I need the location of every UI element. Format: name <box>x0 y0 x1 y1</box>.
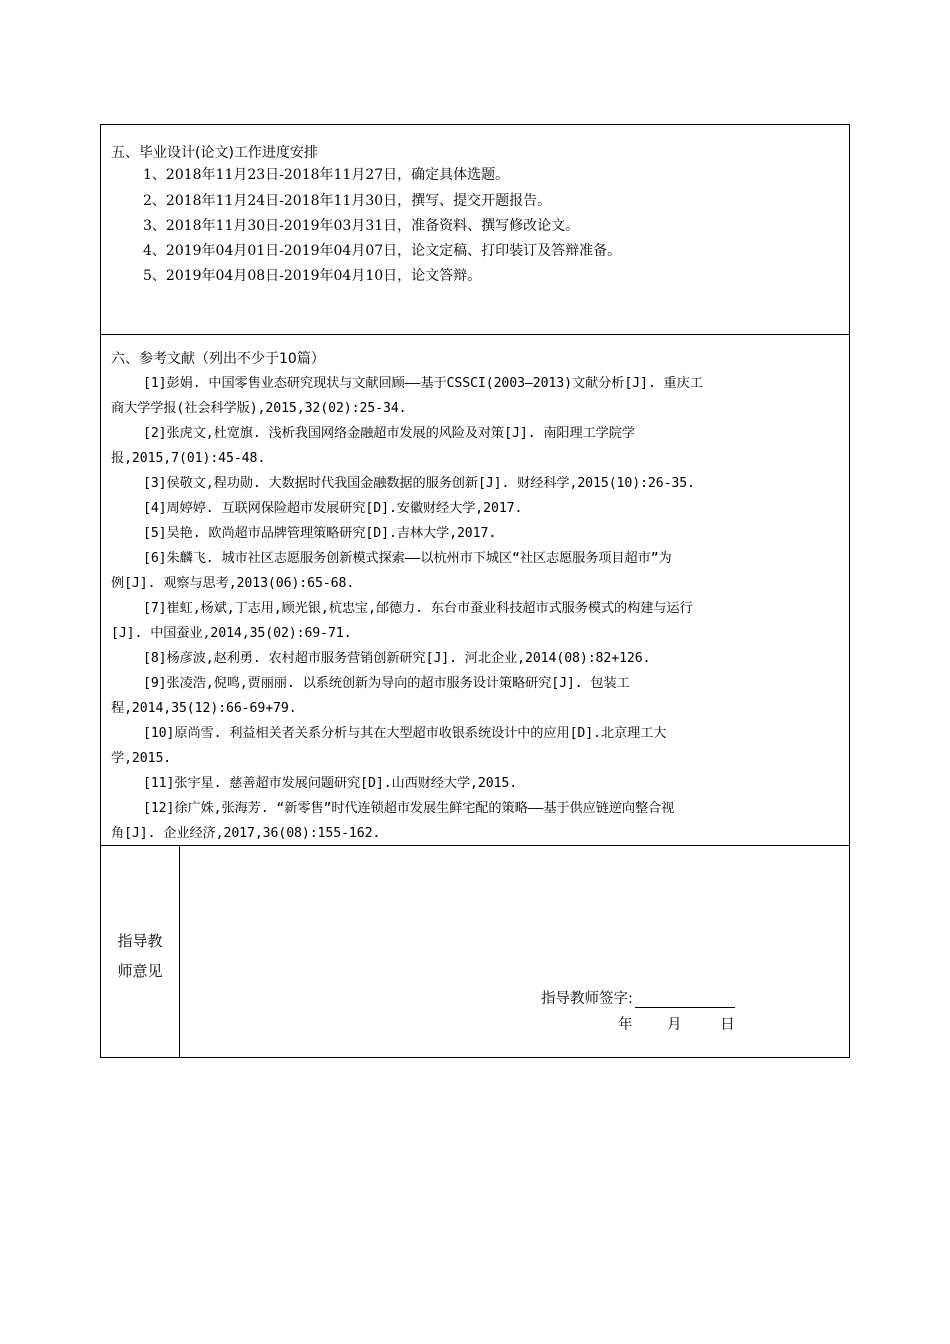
advisor-label <box>101 926 179 986</box>
advisor-label-line1: 指导教 <box>117 932 163 950</box>
date-day-label: 日 <box>720 1017 735 1033</box>
reference-line: [7]崔虹,杨斌,丁志用,顾光银,杭忠宝,邰德力. 东台市蚕业科技超市式服务模式的构建与运行 <box>143 601 693 616</box>
row-divider <box>101 334 849 335</box>
schedule-item: 5、2019年04月08日-2019年04月10日，论文答辩。 <box>143 268 482 284</box>
reference-line: 商大学学报(社会科学版),2015,32(02):25-34. <box>111 401 407 416</box>
reference-line: [3]侯敬文,程功勋. 大数据时代我国金融数据的服务创新[J]. 财经科学,2015(10):26-35. <box>143 476 695 491</box>
reference-line: [8]杨彦波,赵利勇. 农村超市服务营销创新研究[J]. 河北企业,2014(08):82+126. <box>143 651 651 666</box>
form-table <box>100 124 850 1058</box>
reference-line: 程,2014,35(12):66-69+79. <box>111 701 297 716</box>
reference-line: [1]彭娟. 中国零售业态研究现状与文献回顾——基于CSSCI(2003—2013)文献分析[J]. 重庆工 <box>143 376 703 391</box>
schedule-item: 1、2018年11月23日-2018年11月27日，确定具体选题。 <box>143 167 510 183</box>
schedule-item: 2、2018年11月24日-2018年11月30日，撰写、提交开题报告。 <box>143 193 552 209</box>
reference-line: [4]周婷婷. 互联网保险超市发展研究[D].安徽财经大学,2017. <box>143 501 523 516</box>
schedule-item: 3、2018年11月30日-2019年03月31日，准备资料、撰写修改论文。 <box>143 218 580 234</box>
column-divider <box>179 845 180 1058</box>
signature-row <box>541 987 735 1008</box>
date-year-label: 年 <box>618 1017 633 1033</box>
reference-line: [2]张虎文,杜宽旗. 浅析我国网络金融超市发展的风险及对策[J]. 南阳理工学院学 <box>143 426 635 441</box>
section6-heading: 六、参考文献（列出不少于10篇） <box>111 351 325 367</box>
advisor-label-line2: 师意见 <box>117 962 163 980</box>
reference-line: [6]朱麟飞. 城市社区志愿服务创新模式探索——以杭州市下城区“社区志愿服务项目超市”为 <box>143 551 672 566</box>
reference-line: 例[J]. 观察与思考,2013(06):65-68. <box>111 576 355 591</box>
reference-line: 角[J]. 企业经济,2017,36(08):155-162. <box>111 826 381 841</box>
row-divider <box>101 845 849 846</box>
reference-line: [J]. 中国蚕业,2014,35(02):69-71. <box>111 626 352 641</box>
date-row <box>618 1013 735 1034</box>
reference-line: 报,2015,7(01):45-48. <box>111 451 266 466</box>
signature-label: 指导教师签字: <box>541 991 633 1007</box>
signature-blank[interactable] <box>635 993 735 1008</box>
date-month-label: 月 <box>667 1017 682 1033</box>
reference-line: [11]张宇星. 慈善超市发展问题研究[D].山西财经大学,2015. <box>143 776 518 791</box>
reference-line: [12]徐广姝,张海芳. “新零售”时代连锁超市发展生鲜宅配的策略——基于供应链逆向整合视 <box>143 801 675 816</box>
reference-line: [10]原尚雪. 利益相关者关系分析与其在大型超市收银系统设计中的应用[D].北京理工大 <box>143 726 667 741</box>
reference-line: [9]张凌浩,倪鸣,贾丽丽. 以系统创新为导向的超市服务设计策略研究[J]. 包装工 <box>143 676 630 691</box>
schedule-item: 4、2019年04月01日-2019年04月07日，论文定稿、打印装订及答辩准备。 <box>143 243 622 259</box>
section5-heading: 五、毕业设计(论文)工作进度安排 <box>111 145 318 161</box>
reference-line: [5]吴艳. 欧尚超市品牌管理策略研究[D].吉林大学,2017. <box>143 526 497 541</box>
reference-line: 学,2015. <box>111 751 172 766</box>
